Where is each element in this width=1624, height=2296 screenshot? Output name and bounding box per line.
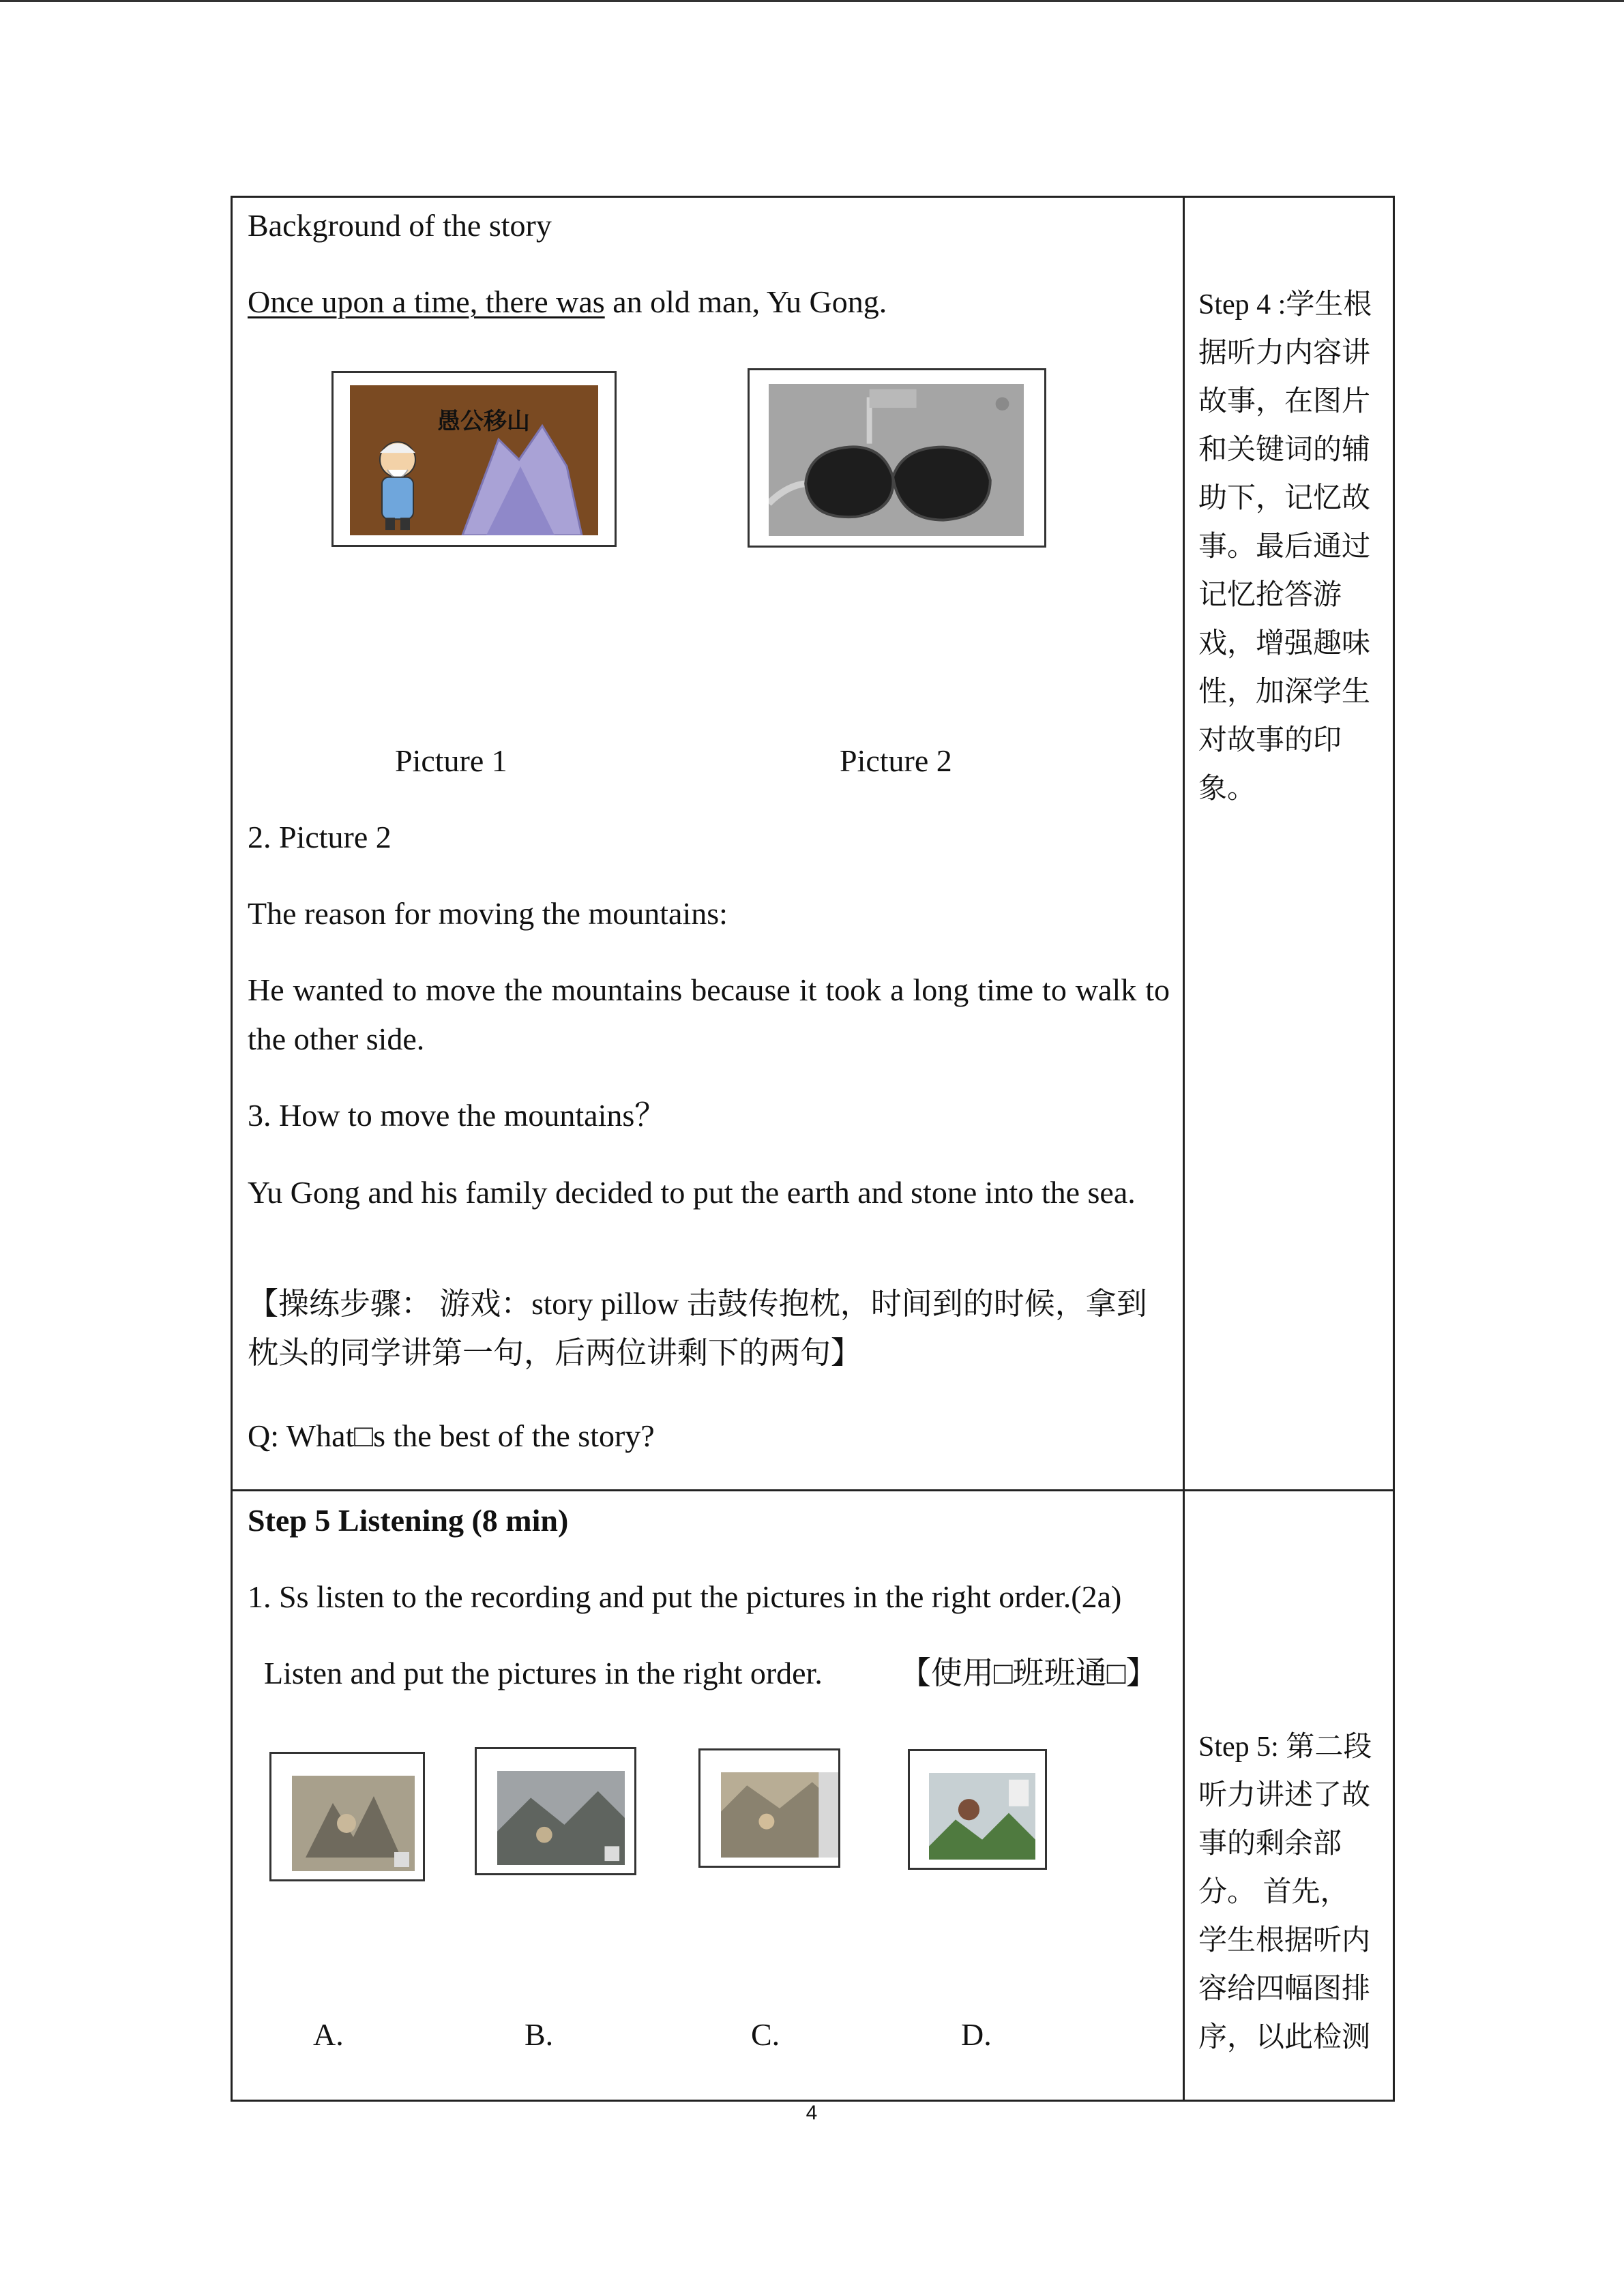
label-c: C. <box>751 2017 780 2052</box>
listening-item1: 1. Ss listen to the recording and put the pictures in the right order.(2a) <box>248 1579 1122 1614</box>
intro-line <box>248 286 887 318</box>
method-text: Yu Gong and his family decided to put the earth and stone into the sea. <box>248 1175 1136 1210</box>
picture1-caption: Picture 1 <box>395 743 507 778</box>
reason-label: The reason for moving the mountains: <box>248 896 728 931</box>
label-d: D. <box>961 2017 992 2052</box>
question-line: Q: What□s the best of the story? <box>248 1418 655 1453</box>
intro-underlined: Once upon a time, there was <box>248 284 605 319</box>
picture-b-image <box>497 1771 625 1865</box>
section1-cell <box>232 197 1184 1491</box>
section2-cell <box>232 1491 1184 2101</box>
label-b: B. <box>525 2017 554 2052</box>
side1-cell <box>1184 197 1394 1491</box>
picture-a-image <box>292 1776 415 1871</box>
picture2-image <box>769 384 1024 536</box>
top-rule <box>0 0 1624 2</box>
picture-b-frame <box>475 1747 636 1875</box>
side2-cell <box>1184 1491 1394 2101</box>
item2-title: 2. Picture 2 <box>248 820 392 854</box>
practice-note: 【操练步骤： 游戏：story pillow 击鼓传抱枕，时间到的时候，拿到枕头的同学讲第一句，后两位讲剩下的两句】 <box>248 1287 1147 1370</box>
mountains-map-illustration <box>769 384 1024 536</box>
picture2-caption: Picture 2 <box>840 743 952 778</box>
picture1-logo-text: 愚公移山 <box>437 408 530 435</box>
intro-rest: an old man, Yu Gong. <box>604 284 887 319</box>
picture-a-frame <box>269 1752 425 1881</box>
side2-notes: Step 5: 第二段听力讲述了故事的剩余部分。 首先，学生根据听内容给四幅图排序，以此检测 <box>1198 1731 1372 2053</box>
tool-note: 【使用□班班通□】 <box>900 1656 1157 1690</box>
page-number: 4 <box>806 2102 818 2124</box>
reason-text: He wanted to move the mountains because it took a long time to walk to the other side. <box>248 972 1170 1056</box>
item3-title: 3. How to move the mountains？ <box>248 1098 666 1133</box>
picture1-frame <box>331 371 617 547</box>
picture1-image <box>350 385 598 535</box>
picture2-frame <box>748 368 1046 548</box>
picture-c-frame <box>698 1748 840 1868</box>
picture-d-frame <box>908 1749 1047 1870</box>
section2-heading: Step 5 Listening (8 min) <box>248 1503 569 1538</box>
section1-heading: Background of the story <box>248 208 552 243</box>
listening-instruction: Listen and put the pictures in the right order. <box>264 1656 823 1690</box>
lesson-table <box>231 196 1395 2102</box>
side1-notes: Step 4 :学生根据听力内容讲故事，在图片和关键词的辅助下，记忆故事。最后通过记忆抢答游戏，增强趣味性，加深学生对故事的印象。 <box>1198 289 1372 805</box>
picture-c-image <box>721 1772 838 1858</box>
picture-d-image <box>929 1773 1035 1860</box>
label-a: A. <box>313 2017 344 2052</box>
